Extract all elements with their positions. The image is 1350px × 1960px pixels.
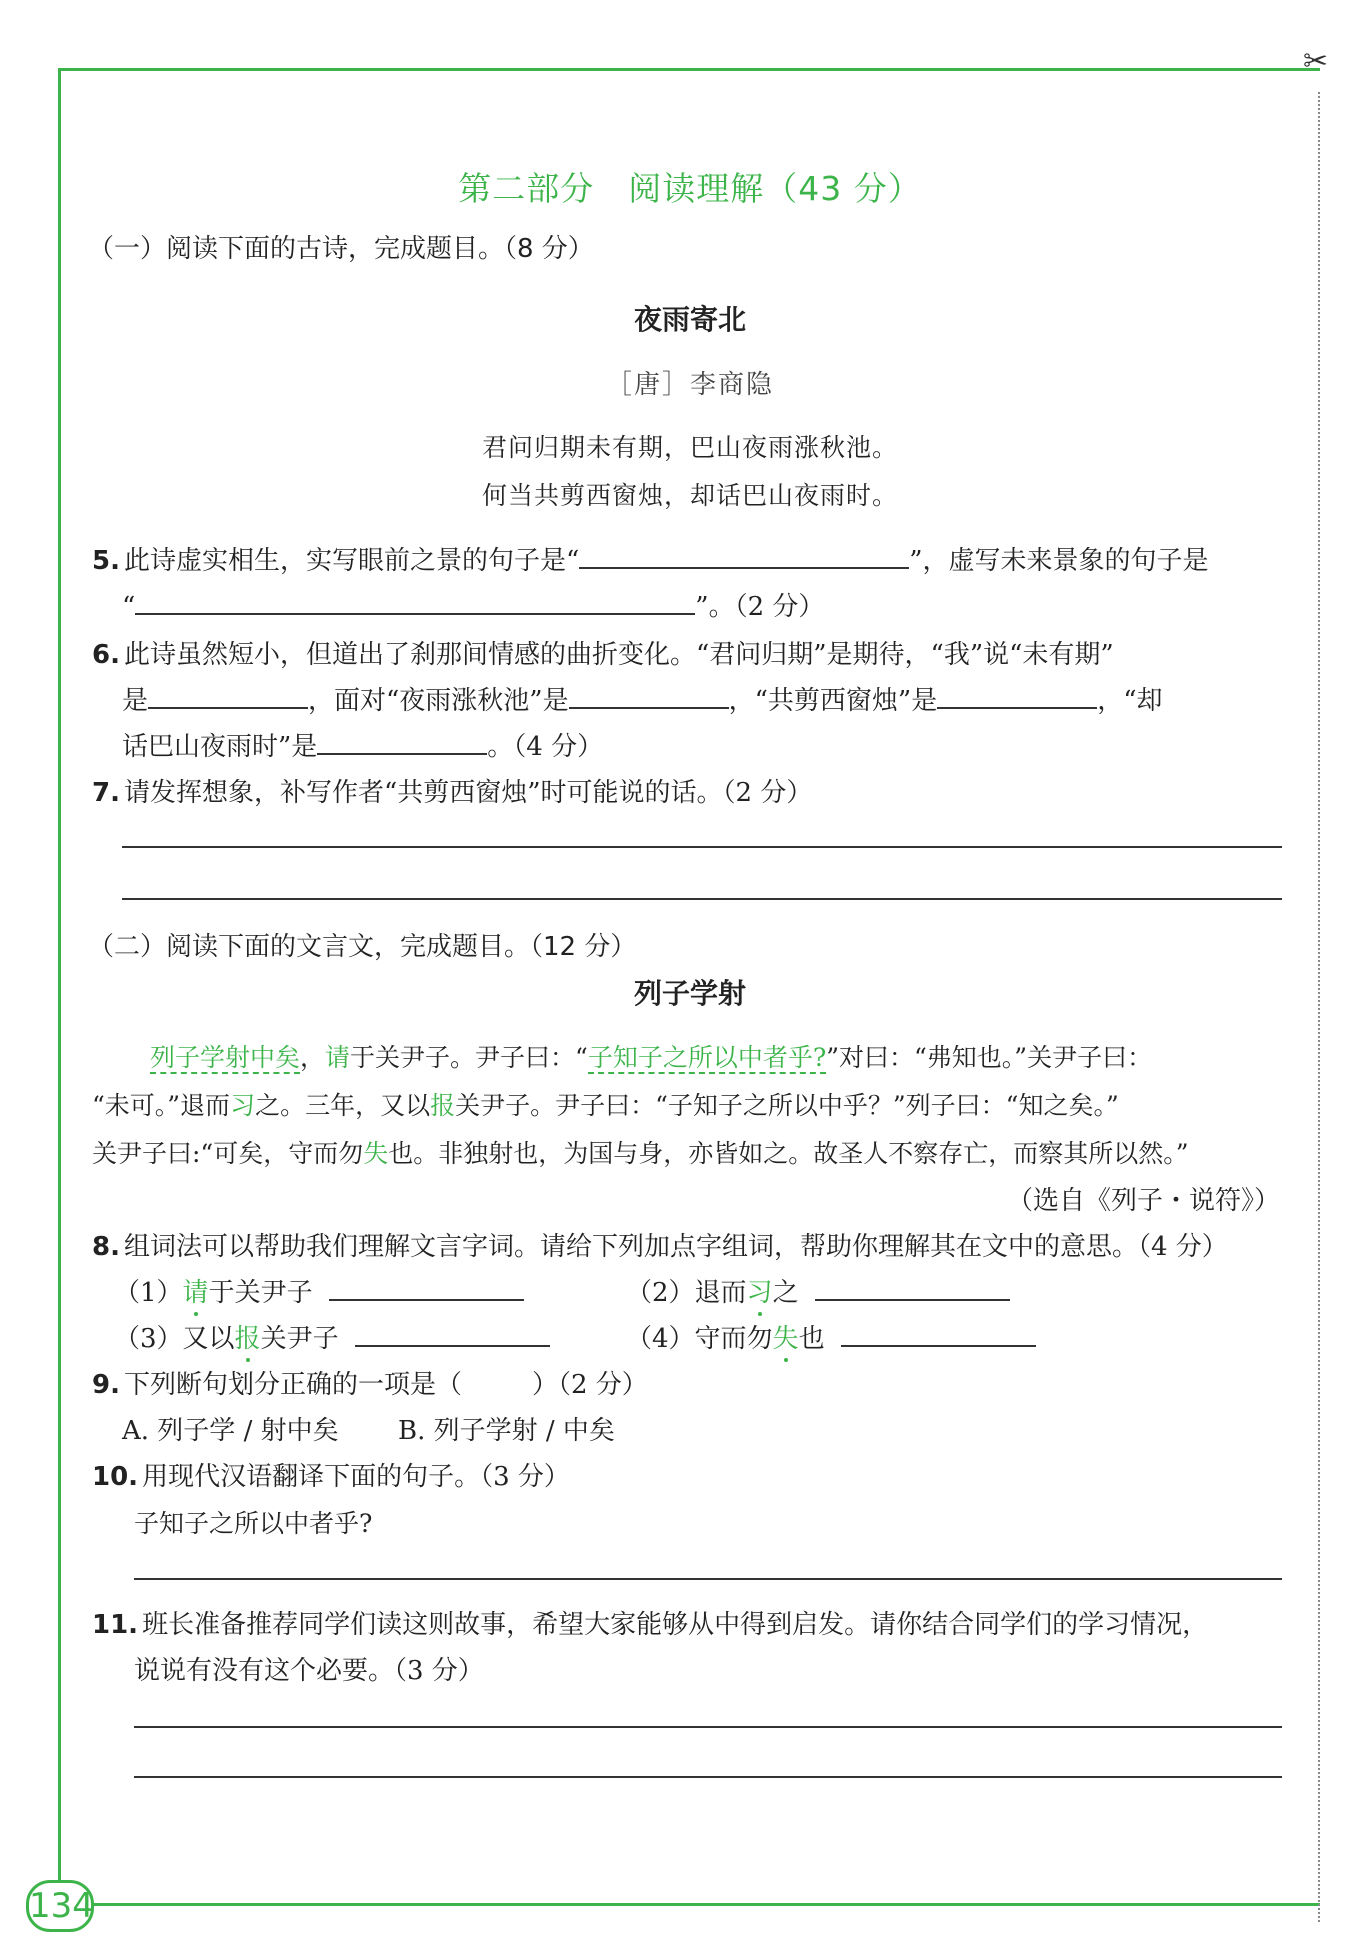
highlighted-word: 习 [230,1091,256,1120]
passage-text: 关尹子。尹子曰：“子知子之所以中乎？”列子曰：“知之矣。” [455,1091,1119,1120]
scissors-icon: ✂ [1303,44,1329,79]
answer-blank[interactable] [355,1323,550,1347]
part2-header: （二）阅读下面的文言文，完成题目。（12 分） [88,932,637,962]
question-8 [92,1226,1228,1263]
question-text: ）（2 分） [531,1370,648,1400]
passage-text: 也。非独射也，为国与身，亦皆如之。故圣人不察存亡，而察其所以然。” [388,1139,1189,1168]
question-10 [92,1456,570,1493]
question-text: ，“却 [1097,686,1163,716]
answer-blank[interactable] [317,731,487,755]
highlighted-word: 请 [325,1043,351,1072]
answer-blank[interactable] [569,685,729,709]
item-text: （2）退而 [626,1278,747,1308]
answer-blank[interactable] [937,685,1097,709]
question-5 [92,540,1209,577]
passage-text: 之。三年，又以 [255,1091,431,1120]
passage-title: 列子学射 [633,977,746,1010]
dotted-word: 报 [234,1324,261,1354]
question-text: 话巴山夜雨时”是 [122,732,318,762]
question-text: 请发挥想象，补写作者“共剪西窗烛”时可能说的话。（2 分） [123,778,813,808]
question-number: 8. [92,1232,120,1262]
question-text: 用现代汉语翻译下面的句子。（3 分） [142,1462,570,1492]
answer-line[interactable] [134,1776,1282,1778]
question-number: 7. [92,778,120,808]
question-text: ，“共剪西窗烛”是 [728,686,938,716]
question-6-line3 [122,726,603,763]
item-text: 也 [798,1324,825,1354]
question-text: 。（4 分） [487,732,604,762]
poem-author: ［唐］李商隐 [605,370,774,400]
question-7 [92,772,812,809]
passage-source: （选自《列子・说符》） [1006,1186,1280,1216]
question-11 [92,1604,1208,1641]
question-5-cont [122,586,824,623]
question-6 [92,634,1114,671]
passage-line-2 [92,1086,1119,1122]
question-11-cont: 说说有没有这个必要。（3 分） [134,1656,484,1686]
item-text: 关尹子 [260,1324,339,1354]
q8-item-1 [114,1272,524,1309]
passage-line-3 [92,1134,1189,1170]
answer-line[interactable] [134,1726,1282,1728]
question-number: 11. [92,1610,139,1640]
highlighted-phrase: 列子学射中矣 [150,1043,301,1072]
passage-text: ”对曰：“弗知也。”关尹子曰： [826,1043,1153,1072]
question-number: 9. [92,1370,120,1400]
answer-line[interactable] [134,1578,1282,1580]
page-frame-top [58,68,1320,71]
item-text: （3）又以 [114,1324,235,1354]
poem-line-1: 君问归期未有期，巴山夜雨涨秋池。 [481,433,898,462]
passage-text: 于关尹子。尹子曰：“ [350,1043,588,1072]
passage-text: ， [300,1043,326,1072]
page-frame-bottom [90,1903,1320,1906]
question-6-line2 [122,680,1163,717]
answer-blank[interactable] [329,1277,524,1301]
answer-blank[interactable] [135,591,695,615]
item-text: （4）守而勿 [626,1324,773,1354]
answer-line[interactable] [122,846,1282,848]
q10-sentence: 子知子之所以中者乎? [134,1509,373,1538]
section-title: 第二部分 阅读理解（43 分） [458,169,922,208]
question-text: 是 [122,686,149,716]
question-text: ，面对“夜雨涨秋池”是 [308,686,569,716]
q8-item-4 [626,1318,1036,1355]
q8-item-2 [626,1272,1010,1309]
q9-option-b[interactable]: B. 列子学射 / 中矣 [398,1416,615,1446]
question-text: ”，虚写未来景象的句子是 [909,546,1209,576]
question-number: 6. [92,640,120,670]
item-text: 之 [772,1278,799,1308]
answer-blank[interactable] [579,545,909,569]
highlighted-word: 失 [363,1139,389,1168]
question-text: 此诗虽然短小，但道出了刹那间情感的曲折变化。“君问归期”是期待，“我”说“未有期” [123,640,1114,670]
part1-header: （一）阅读下面的古诗，完成题目。（8 分） [88,234,594,264]
highlighted-phrase: 子知子之所以中者乎? [587,1043,827,1072]
question-text: ”。（2 分） [695,592,825,622]
question-number: 5. [92,546,120,576]
poem-line-2: 何当共剪西窗烛，却话巴山夜雨时。 [481,481,898,510]
passage-text: 关尹子曰:“可矣，守而勿 [92,1139,364,1168]
question-text: 下列断句划分正确的一项是（ [123,1370,462,1400]
question-text: 班长准备推荐同学们读这则故事，希望大家能够从中得到启发。请你结合同学们的学习情况， [142,1610,1209,1640]
answer-line[interactable] [122,898,1282,900]
question-text: 此诗虚实相生，实写眼前之景的句子是“ [123,546,580,576]
q9-option-a[interactable]: A. 列子学 / 射中矣 [122,1416,339,1446]
question-9 [92,1364,648,1401]
answer-blank[interactable] [841,1323,1036,1347]
question-text: “ [122,592,136,622]
highlighted-word: 报 [430,1091,456,1120]
item-text: （1） [114,1278,183,1308]
item-text: 于关尹子 [208,1278,313,1308]
dotted-word: 失 [772,1324,799,1354]
passage-line-1 [150,1038,1152,1074]
question-text: 组词法可以帮助我们理解文言字词。请给下列加点字组词，帮助你理解其在文中的意思。（4 分） [123,1232,1228,1262]
dotted-word: 请 [182,1278,209,1308]
page-number: 134 [26,1880,94,1932]
answer-blank[interactable] [148,685,308,709]
poem-title: 夜雨寄北 [633,303,746,336]
dotted-word: 习 [746,1278,773,1308]
question-number: 10. [92,1462,139,1492]
q8-item-3 [114,1318,550,1355]
answer-blank[interactable] [815,1277,1010,1301]
passage-text: “未可。”退而 [92,1091,231,1120]
